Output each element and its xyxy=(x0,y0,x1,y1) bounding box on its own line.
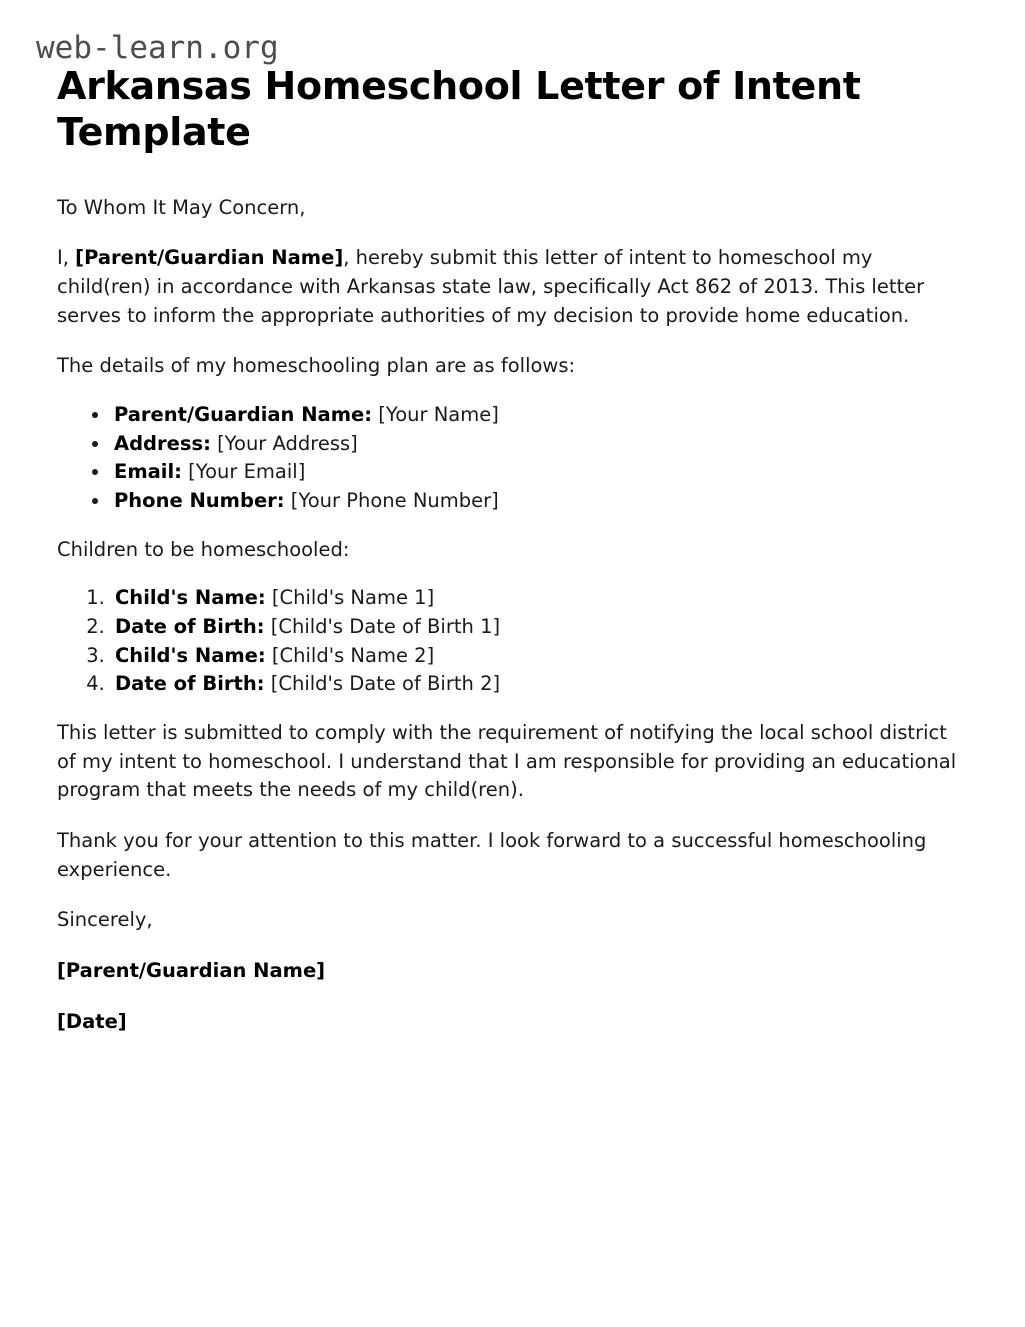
spacer-4 xyxy=(57,516,965,536)
salutation-paragraph: To Whom It May Concern, xyxy=(57,195,306,219)
intro-paragraph xyxy=(57,244,965,330)
list-item-label: Child's Name: xyxy=(115,643,266,667)
list-item-label: Parent/Guardian Name: xyxy=(114,403,373,426)
list-item-value: [Your Email] xyxy=(188,460,306,484)
spacer-2 xyxy=(57,330,965,352)
list-item-label: Date of Birth: xyxy=(115,614,265,638)
list-item-label: Phone Number: xyxy=(114,488,285,512)
spacer-10 xyxy=(57,986,965,1008)
signature-date-placeholder: [Date] xyxy=(57,1009,127,1033)
spacer-5 xyxy=(57,564,965,584)
list-item-value: [Child's Date of Birth 1] xyxy=(270,614,501,638)
signature-name-placeholder: [Parent/Guardian Name] xyxy=(57,958,326,982)
site-logo: web-learn.org xyxy=(36,30,279,66)
spacer-6 xyxy=(57,699,965,719)
spacer-9 xyxy=(57,935,965,957)
intro-name-placeholder: [Parent/Guardian Name] xyxy=(75,246,344,270)
list-item-value: [Child's Name 1] xyxy=(271,586,435,610)
list-item xyxy=(111,458,965,487)
spacer-title xyxy=(57,156,965,194)
list-item xyxy=(111,584,965,613)
details-lead-paragraph: The details of my homeschooling plan are as follows: xyxy=(57,354,576,378)
list-item xyxy=(111,487,965,516)
list-item xyxy=(111,642,965,671)
intro-rest: , hereby submit this letter of intent to homeschool my child(ren) in accordance with Arkansas state law, specifically Act 862 of 2013. This letter serves to inform the appropriate authorities of my decision to provide home education. xyxy=(57,246,925,327)
list-item-label: Date of Birth: xyxy=(115,672,265,696)
list-item-label: Child's Name: xyxy=(115,586,266,610)
list-item xyxy=(111,430,965,459)
list-item xyxy=(111,401,965,430)
intro-prefix: I, xyxy=(57,246,76,270)
spacer-1 xyxy=(57,222,965,244)
children-lead-paragraph: Children to be homeschooled: xyxy=(57,537,350,561)
spacer-7 xyxy=(57,805,965,827)
children-list xyxy=(57,584,965,699)
details-list xyxy=(57,401,965,516)
spacer-3 xyxy=(57,381,965,401)
compliance-paragraph: This letter is submitted to comply with the requirement of notifying the local school district of my intent to homeschool. I understand that I am responsible for providing an educational program that meets the needs of my child(ren). xyxy=(57,720,957,802)
list-item-value: [Child's Date of Birth 2] xyxy=(270,672,501,696)
list-item-value: [Your Name] xyxy=(378,403,499,426)
spacer-8 xyxy=(57,884,965,906)
page-title: Arkansas Homeschool Letter of Intent Template xyxy=(57,64,861,155)
thanks-paragraph: Thank you for your attention to this matter. I look forward to a successful homeschooling experience. xyxy=(57,828,927,881)
list-item xyxy=(111,613,965,642)
list-item xyxy=(111,670,965,699)
list-item-label: Email: xyxy=(114,460,182,484)
list-item-value: [Your Phone Number] xyxy=(290,488,499,512)
list-item-value: [Your Address] xyxy=(217,431,358,455)
list-item-value: [Child's Name 2] xyxy=(271,643,435,667)
list-item-label: Address: xyxy=(114,431,211,455)
closing-text: Sincerely, xyxy=(57,908,153,932)
